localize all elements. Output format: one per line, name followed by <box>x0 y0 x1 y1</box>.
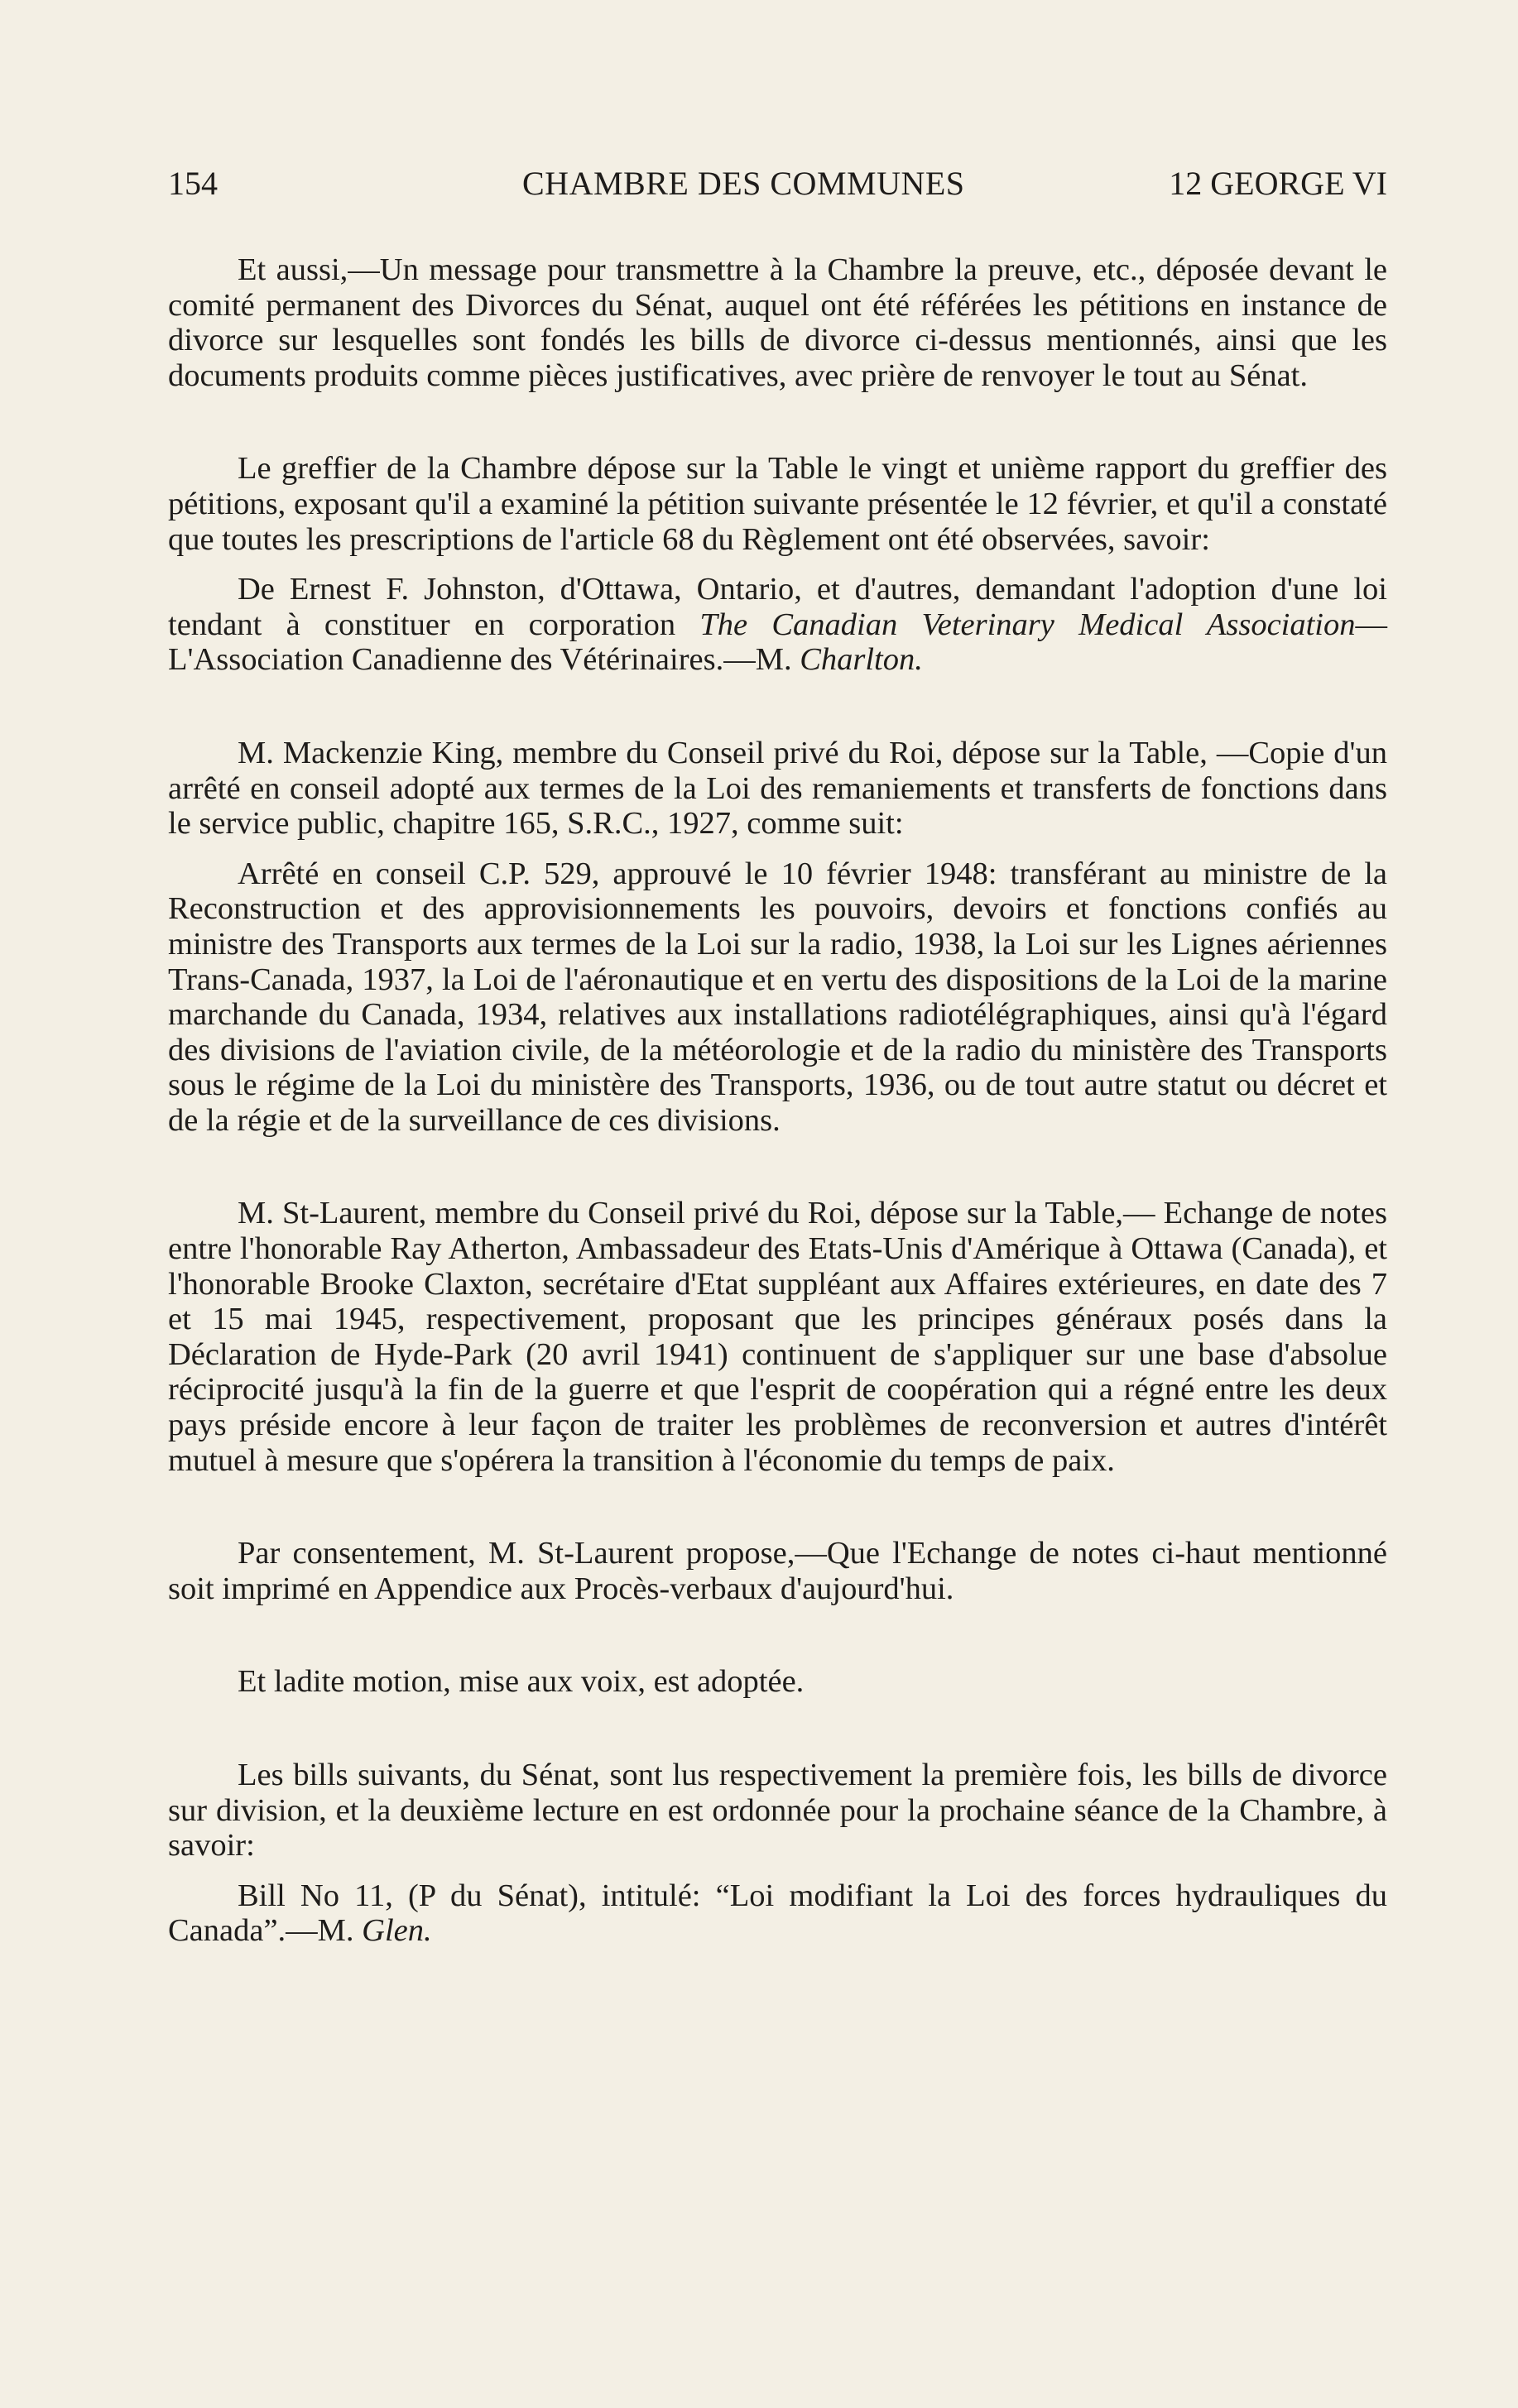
petition-text-continued: —L'Association Canadienne des Vétérinaires.—M. <box>168 607 1387 678</box>
organization-name: The Canadian Veterinary Medical Association <box>699 607 1356 642</box>
member-name: Charlton. <box>800 642 923 678</box>
page-header <box>168 162 1387 205</box>
paragraph-order-in-council: Arrêté en conseil C.P. 529, approuvé le 10 février 1948: transférant au ministre de la Reconstruction et des approvisionnements les pouvoirs, devoirs et fonctions confiés au ministre des Transports aux termes de la Loi sur la radio, 1938, la Loi sur les Lignes aériennes Trans-Canada, 1937, la Loi de l'aéronautique et en vertu des dispositions de la Loi de la marine marchande du Canada, 1934, relatives aux installations radiotélégraphiques, ainsi qu'à l'égard des divisions de l'aviation civile, de la météorologie et de la radio du ministère des Transports sous le régime de la Loi du ministère des Transports, 1936, ou de tout autre statut ou décret et de la régie et de la surveillance de ces divisions. <box>168 856 1387 1138</box>
paragraph-senate-bills: Les bills suivants, du Sénat, sont lus respectivement la première fois, les bills de divorce sur division, et la deuxième lecture en est ordonnée pour la prochaine séance de la Chambre, à savoir: <box>168 1758 1387 1864</box>
paragraph-motion-adopted: Et ladite motion, mise aux voix, est adoptée. <box>238 1664 805 1700</box>
paragraph-mackenzie-king: M. Mackenzie King, membre du Conseil privé du Roi, dépose sur la Table, —Copie d'un arrêté en conseil adopté aux termes de la Loi des remaniements et transferts de fonctions dans le service public, chapitre 165, S.R.C., 1927, comme suit: <box>168 735 1387 842</box>
member-name: Glen. <box>362 1913 432 1949</box>
petition-text: De Ernest F. Johnston, d'Ottawa, Ontario, et d'autres, demandant l'adoption d'une loi tendant à constituer en corporation <box>168 572 1387 642</box>
paragraph-petition-johnston <box>168 572 1387 678</box>
paragraph-petitions-report: Le greffier de la Chambre dépose sur la Table le vingt et unième rapport du greffier des pétitions, exposant qu'il a examiné la pétition suivante présentée le 12 février, et qu'il a constaté que toutes les prescriptions de l'article 68 du Règlement ont été observées, savoir: <box>168 451 1387 557</box>
paragraph-st-laurent-notes: M. St-Laurent, membre du Conseil privé du Roi, dépose sur la Table,— Echange de notes entre l'honorable Ray Atherton, Ambassadeur des Etats-Unis d'Amérique à Ottawa (Canada), et l'honorable Brooke Claxton, secrétaire d'Etat suppléant aux Affaires extérieures, en date des 7 et 15 mai 1945, respectivement, proposant que les principes généraux posés dans la Déclaration de Hyde-Park (20 avril 1941) continuent de s'appliquer sur une base d'absolue réciprocité jusqu'à la fin de la guerre et que l'esprit de coopération qui a régné entre les deux pays préside encore à leur façon de traiter les problèmes de reconversion et autres d'intérêt mutuel à mesure que s'opérera la transition à l'économie du temps de paix. <box>168 1196 1387 1478</box>
session-label: 12 GEORGE VI <box>1169 165 1387 202</box>
paragraph-message-senate: Et aussi,—Un message pour transmettre à la Chambre la preuve, etc., déposée devant le comité permanent des Divorces du Sénat, auquel ont été référées les pétitions en instance de divorce sur lesquelles sont fondés les bills de divorce ci-dessus mentionnés, ainsi que les documents produits comme pièces justificatives, avec prière de renvoyer le tout au Sénat. <box>168 252 1387 393</box>
page-number: 154 <box>168 165 218 202</box>
page-body <box>168 252 1387 1949</box>
running-title: CHAMBRE DES COMMUNES <box>522 165 965 202</box>
paragraph-bill-11 <box>168 1878 1387 1949</box>
paragraph-motion-appendix: Par consentement, M. St-Laurent propose,—Que l'Echange de notes ci-haut mentionné soit imprimé en Appendice aux Procès-verbaux d'aujourd'hui. <box>168 1536 1387 1606</box>
bill-text: Bill No 11, (P du Sénat), intitulé: “Loi modifiant la Loi des forces hydrauliques du Canada”.—M. <box>168 1878 1387 1949</box>
